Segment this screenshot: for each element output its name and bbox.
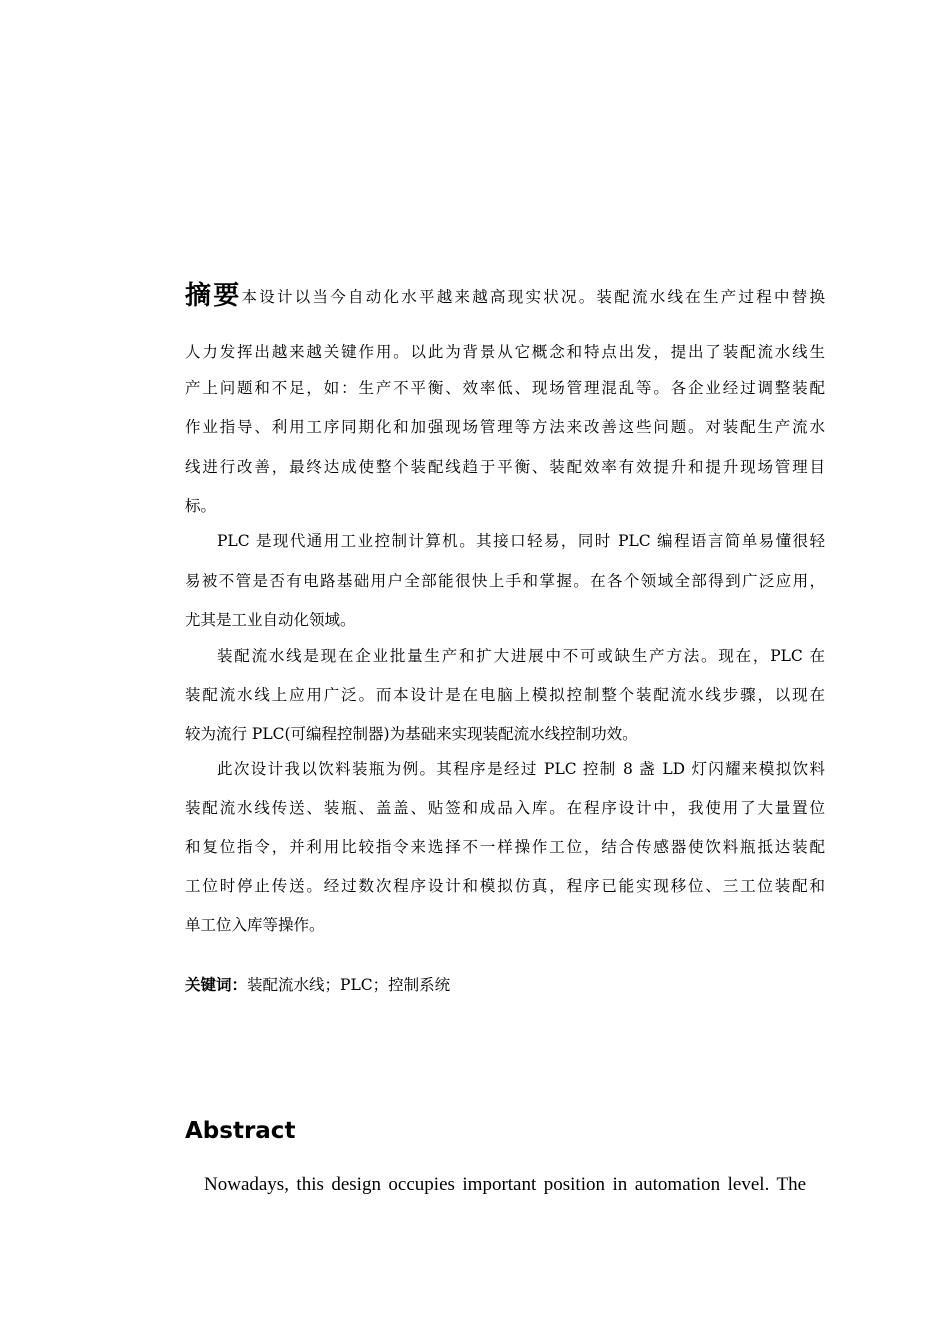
keywords-line — [185, 974, 825, 996]
abstract-zh-p1-line-3: 产上问题和不足，如：生产不平衡、效率低、现场管理混乱等。各企业经过调整装配 — [185, 379, 825, 397]
abstract-en-first-line: Nowadays, this design occupies important position in automation level. The — [204, 1174, 806, 1195]
abstract-zh-p4-line-5: 单工位入库等操作。 — [185, 916, 325, 934]
abstract-zh-p1-line-4: 作业指导、利用工序同期化和加强现场管理等方法来改善这些问题。对装配生产流水 — [185, 418, 825, 436]
abstract-zh-p2-line-1: PLC 是现代通用工业控制计算机。其接口轻易，同时 PLC 编程语言简单易懂很轻 — [217, 532, 825, 550]
abstract-zh-p1-line-6: 标。 — [185, 497, 217, 515]
keywords-label: 关键词： — [185, 976, 248, 994]
abstract-zh-p1-line-2: 人力发挥出越来越关键作用。以此为背景从它概念和特点出发，提出了装配流水线生 — [185, 343, 825, 361]
abstract-en-heading: Abstract — [185, 1118, 296, 1144]
abstract-zh-p2-line-2: 易被不管是否有电路基础用户全部能很快上手和掌握。在各个领域全部得到广泛应用， — [185, 572, 825, 590]
abstract-zh-p4-line-2: 装配流水线传送、装瓶、盖盖、贴签和成品入库。在程序设计中，我使用了大量置位 — [185, 799, 825, 817]
abstract-zh-p1-text-1: 本设计以当今自动化水平越来越高现实状况。装配流水线在生产过程中替换 — [241, 288, 825, 306]
abstract-zh-p4-line-1: 此次设计我以饮料装瓶为例。其程序是经过 PLC 控制 8 盏 LD 灯闪耀来模拟饮料 — [217, 760, 825, 778]
abstract-zh-p1-line-5: 线进行改善，最终达成使整个装配线趋于平衡、装配效率有效提升和提升现场管理目 — [185, 458, 825, 476]
keywords-text: 装配流水线；PLC；控制系统 — [247, 976, 451, 994]
abstract-zh-p2-line-3: 尤其是工业自动化领域。 — [185, 611, 356, 629]
abstract-zh-p4-line-4: 工位时停止传送。经过数次程序设计和模拟仿真，程序已能实现移位、三工位装配和 — [185, 877, 825, 895]
abstract-zh-title: 摘要 — [185, 281, 242, 311]
abstract-zh-p3-line-2: 装配流水线上应用广泛。而本设计是在电脑上模拟控制整个装配流水线步骤，以现在 — [185, 686, 825, 704]
abstract-zh-p3-line-3: 较为流行 PLC(可编程控制器)为基础来实现装配流水线控制功效。 — [185, 725, 638, 743]
abstract-zh-p1-line-1 — [185, 281, 825, 311]
abstract-zh-p4-line-3: 和复位指令，并利用比较指令来选择不一样操作工位，结合传感器使饮料瓶抵达装配 — [185, 838, 825, 856]
abstract-zh-p3-line-1: 装配流水线是现在企业批量生产和扩大进展中不可或缺生产方法。现在，PLC 在 — [217, 647, 825, 665]
